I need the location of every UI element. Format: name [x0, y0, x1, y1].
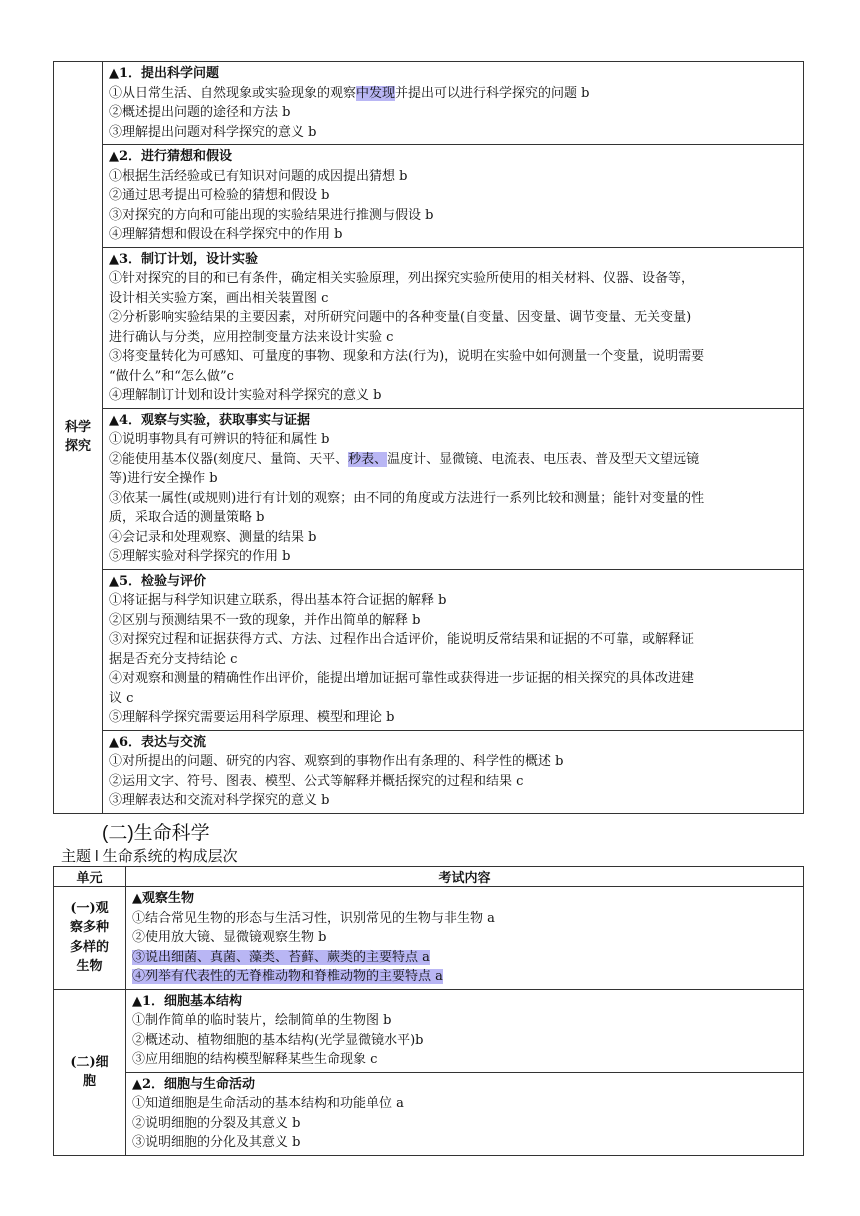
table-header-row	[54, 867, 804, 887]
content-line	[109, 84, 797, 104]
line-text: ③理解表达和交流对科学探究的意义 b	[109, 793, 330, 808]
content-line	[109, 791, 797, 811]
content-line	[109, 289, 797, 309]
line-text: ①结合常见生物的形态与生活习性，识别常见的生物与非生物 a	[132, 910, 495, 926]
line-text: 等)进行安全操作 b	[109, 471, 218, 486]
section-title: ▲2．进行猜想和假设	[109, 149, 233, 164]
content-line	[109, 752, 797, 772]
content-line	[132, 928, 797, 948]
line-text: ①知道细胞是生命活动的基本结构和功能单位 a	[132, 1096, 404, 1111]
table-row	[54, 989, 804, 1072]
unit-label-line: (二)细	[70, 1054, 109, 1070]
line-text: ②能使用基本仪器(刻度尺、量筒、天平、	[109, 451, 349, 467]
content-line	[109, 508, 797, 528]
line-text: ④会记录和处理观察、测量的结果 b	[109, 529, 317, 545]
unit-label-line: 胞	[82, 1074, 96, 1089]
science-inquiry-table	[53, 61, 804, 814]
section-title: ▲2．细胞与生命活动	[132, 1076, 256, 1092]
content-line	[109, 650, 797, 670]
section-title: ▲1．细胞基本结构	[132, 993, 243, 1009]
content-line	[109, 186, 797, 206]
table-row	[54, 730, 804, 813]
line-text: ②使用放大镜、显微镜观察生物 b	[132, 930, 327, 945]
line-text: ②说明细胞的分裂及其意义 b	[132, 1115, 301, 1131]
section-title: ▲5．检验与评价	[109, 573, 207, 589]
content-line	[109, 123, 797, 143]
line-text: ②运用文字、符号、图表、模型、公式等解释并概括探究的过程和结果 c	[109, 773, 524, 789]
line-text: ②概述动、植物细胞的基本结构(光学显微镜水平)b	[132, 1032, 424, 1048]
line-text: ③说明细胞的分化及其意义 b	[132, 1135, 301, 1150]
content-line	[109, 528, 797, 548]
content-line	[109, 611, 797, 631]
content-cell	[103, 569, 804, 730]
table-row	[54, 1072, 804, 1155]
content-line	[132, 1133, 797, 1153]
line-text: ①将证据与科学知识建立联系，得出基本符合证据的解释 b	[109, 593, 447, 608]
line-text: 温度计、显微镜、电流表、电压表、普及型天文望远镜	[387, 451, 700, 467]
content-cell	[103, 62, 804, 145]
highlighted-text: ③说出细菌、真菌、藻类、苔藓、蕨类的主要特点 a	[132, 949, 430, 965]
table-row	[54, 887, 804, 990]
content-line	[109, 367, 797, 387]
content-line	[109, 708, 797, 728]
section-title: ▲4．观察与实验，获取事实与证据	[109, 412, 311, 428]
content-cell	[103, 247, 804, 408]
line-text: ②通过思考提出可检验的猜想和假设 b	[109, 188, 330, 203]
line-text: ①从日常生活、自然现象或实验现象的观察	[109, 85, 357, 101]
line-text: “做什么”和“怎么做”c	[109, 368, 234, 384]
line-text: ③理解提出问题对科学探究的意义 b	[109, 124, 317, 140]
content-line	[109, 689, 797, 709]
line-text: ③依某一属性(或规则)进行有计划的观察；由不同的角度或方法进行一系列比较和测量；能针对变量的性	[109, 490, 705, 506]
unit-label	[54, 887, 126, 990]
content-line	[109, 347, 797, 367]
highlighted-text: 秒表、	[348, 451, 388, 467]
line-text: 进行确认与分类，应用控制变量方法来设计实验 c	[109, 329, 394, 345]
content-line	[109, 430, 797, 450]
section-heading: (二)生命科学	[102, 823, 210, 844]
section-title: ▲1．提出科学问题	[109, 66, 220, 81]
content-line	[132, 967, 797, 987]
row-label-science-inquiry	[54, 62, 103, 814]
content-line	[109, 386, 797, 406]
line-text: ①针对探究的目的和已有条件，确定相关实验原理，列出探究实验所使用的相关材料、仪器、设备等，	[109, 271, 695, 286]
life-science-body	[54, 887, 804, 1156]
table-row	[54, 408, 804, 569]
unit-label-line: 察多种	[69, 920, 109, 936]
line-text: ②概述提出问题的途径和方法 b	[109, 105, 291, 120]
line-text: ④理解猜想和假设在科学探究中的作用 b	[109, 227, 343, 242]
line-text: ⑤理解实验对科学探究的作用 b	[109, 549, 291, 564]
content-line	[109, 206, 797, 226]
content-line	[109, 225, 797, 245]
content-line	[109, 103, 797, 123]
content-line	[109, 630, 797, 650]
table-row	[54, 569, 804, 730]
section-title: ▲6．表达与交流	[109, 734, 207, 750]
content-line	[132, 909, 797, 929]
line-text: ③对探究的方向和可能出现的实验结果进行推测与假设 b	[109, 207, 434, 223]
section-title: ▲观察生物	[132, 891, 194, 906]
line-text: 质，采取合适的测量策略 b	[109, 510, 265, 525]
line-text: ④理解制订计划和设计实验对科学探究的意义 b	[109, 388, 382, 403]
line-text: 设计相关实验方案，画出相关装置图 c	[109, 290, 329, 306]
content-line	[132, 948, 797, 968]
content-line	[109, 591, 797, 611]
content-cell	[126, 1072, 804, 1155]
content-line	[109, 269, 797, 289]
unit-label-line: (一)观	[70, 900, 109, 916]
unit-label-line: 多样的	[69, 939, 109, 955]
content-line	[109, 328, 797, 348]
content-cell	[126, 887, 804, 990]
content-line	[109, 450, 797, 470]
table-row	[54, 62, 804, 145]
content-cell	[126, 989, 804, 1072]
line-text: ①制作简单的临时装片，绘制简单的生物图 b	[132, 1013, 392, 1028]
line-text: ①根据生活经验或已有知识对问题的成因提出猜想 b	[109, 168, 408, 184]
science-inquiry-body	[54, 62, 804, 814]
content-line	[132, 1114, 797, 1134]
content-line	[109, 167, 797, 187]
content-line	[132, 1031, 797, 1051]
content-line	[132, 1094, 797, 1114]
content-line	[109, 772, 797, 792]
line-text: ⑤理解科学探究需要运用科学原理、模型和理论 b	[109, 710, 395, 725]
topic-heading: 主题 l 生命系统的构成层次	[61, 848, 238, 865]
line-text: 议 c	[109, 690, 134, 706]
line-text: ③应用细胞的结构模型解释某些生命现象 c	[132, 1052, 378, 1067]
content-header: 考试内容	[126, 867, 804, 887]
line-text: ②区别与预测结果不一致的现象，并作出简单的解释 b	[109, 612, 421, 628]
content-line	[132, 1050, 797, 1070]
content-line	[109, 547, 797, 567]
content-line	[132, 1011, 797, 1031]
content-cell	[103, 730, 804, 813]
content-cell	[103, 408, 804, 569]
highlighted-text: 中发现	[356, 85, 396, 101]
unit-label	[54, 989, 126, 1155]
line-text: ③将变量转化为可感知、可量度的事物、现象和方法(行为)，说明在实验中如何测量一个变量，说明需要	[109, 349, 705, 364]
line-text: 并提出可以进行科学探究的问题 b	[395, 85, 590, 101]
unit-label-line: 生物	[76, 959, 103, 975]
line-text: ①说明事物具有可辨识的特征和属性 b	[109, 432, 330, 447]
line-text: 据是否充分支持结论 c	[109, 651, 238, 667]
line-text: ②分析影响实验结果的主要因素，对所研究问题中的各种变量(自变量、因变量、调节变量、无关变量)	[109, 310, 692, 325]
content-line	[109, 469, 797, 489]
line-text: ①对所提出的问题、研究的内容、观察到的事物作出有条理的、科学性的概述 b	[109, 754, 564, 769]
content-line	[109, 489, 797, 509]
table-row	[54, 145, 804, 248]
highlighted-text: ④列举有代表性的无脊椎动物和脊椎动物的主要特点 a	[132, 969, 443, 984]
content-line	[109, 308, 797, 328]
life-science-table	[53, 866, 804, 1156]
unit-header: 单元	[54, 867, 126, 887]
line-text: ④对观察和测量的精确性作出评价，能提出增加证据可靠性或获得进一步证据的相关探究的具体改进建	[109, 671, 695, 686]
row-label-line: 探究	[64, 439, 91, 455]
table-row	[54, 247, 804, 408]
content-line	[109, 669, 797, 689]
section-title: ▲3．制订计划，设计实验	[109, 251, 259, 267]
content-cell	[103, 145, 804, 248]
row-label-line: 科学	[64, 419, 91, 435]
line-text: ③对探究过程和证据获得方式、方法、过程作出合适评价，能说明反常结果和证据的不可靠，或解释证	[109, 632, 695, 647]
